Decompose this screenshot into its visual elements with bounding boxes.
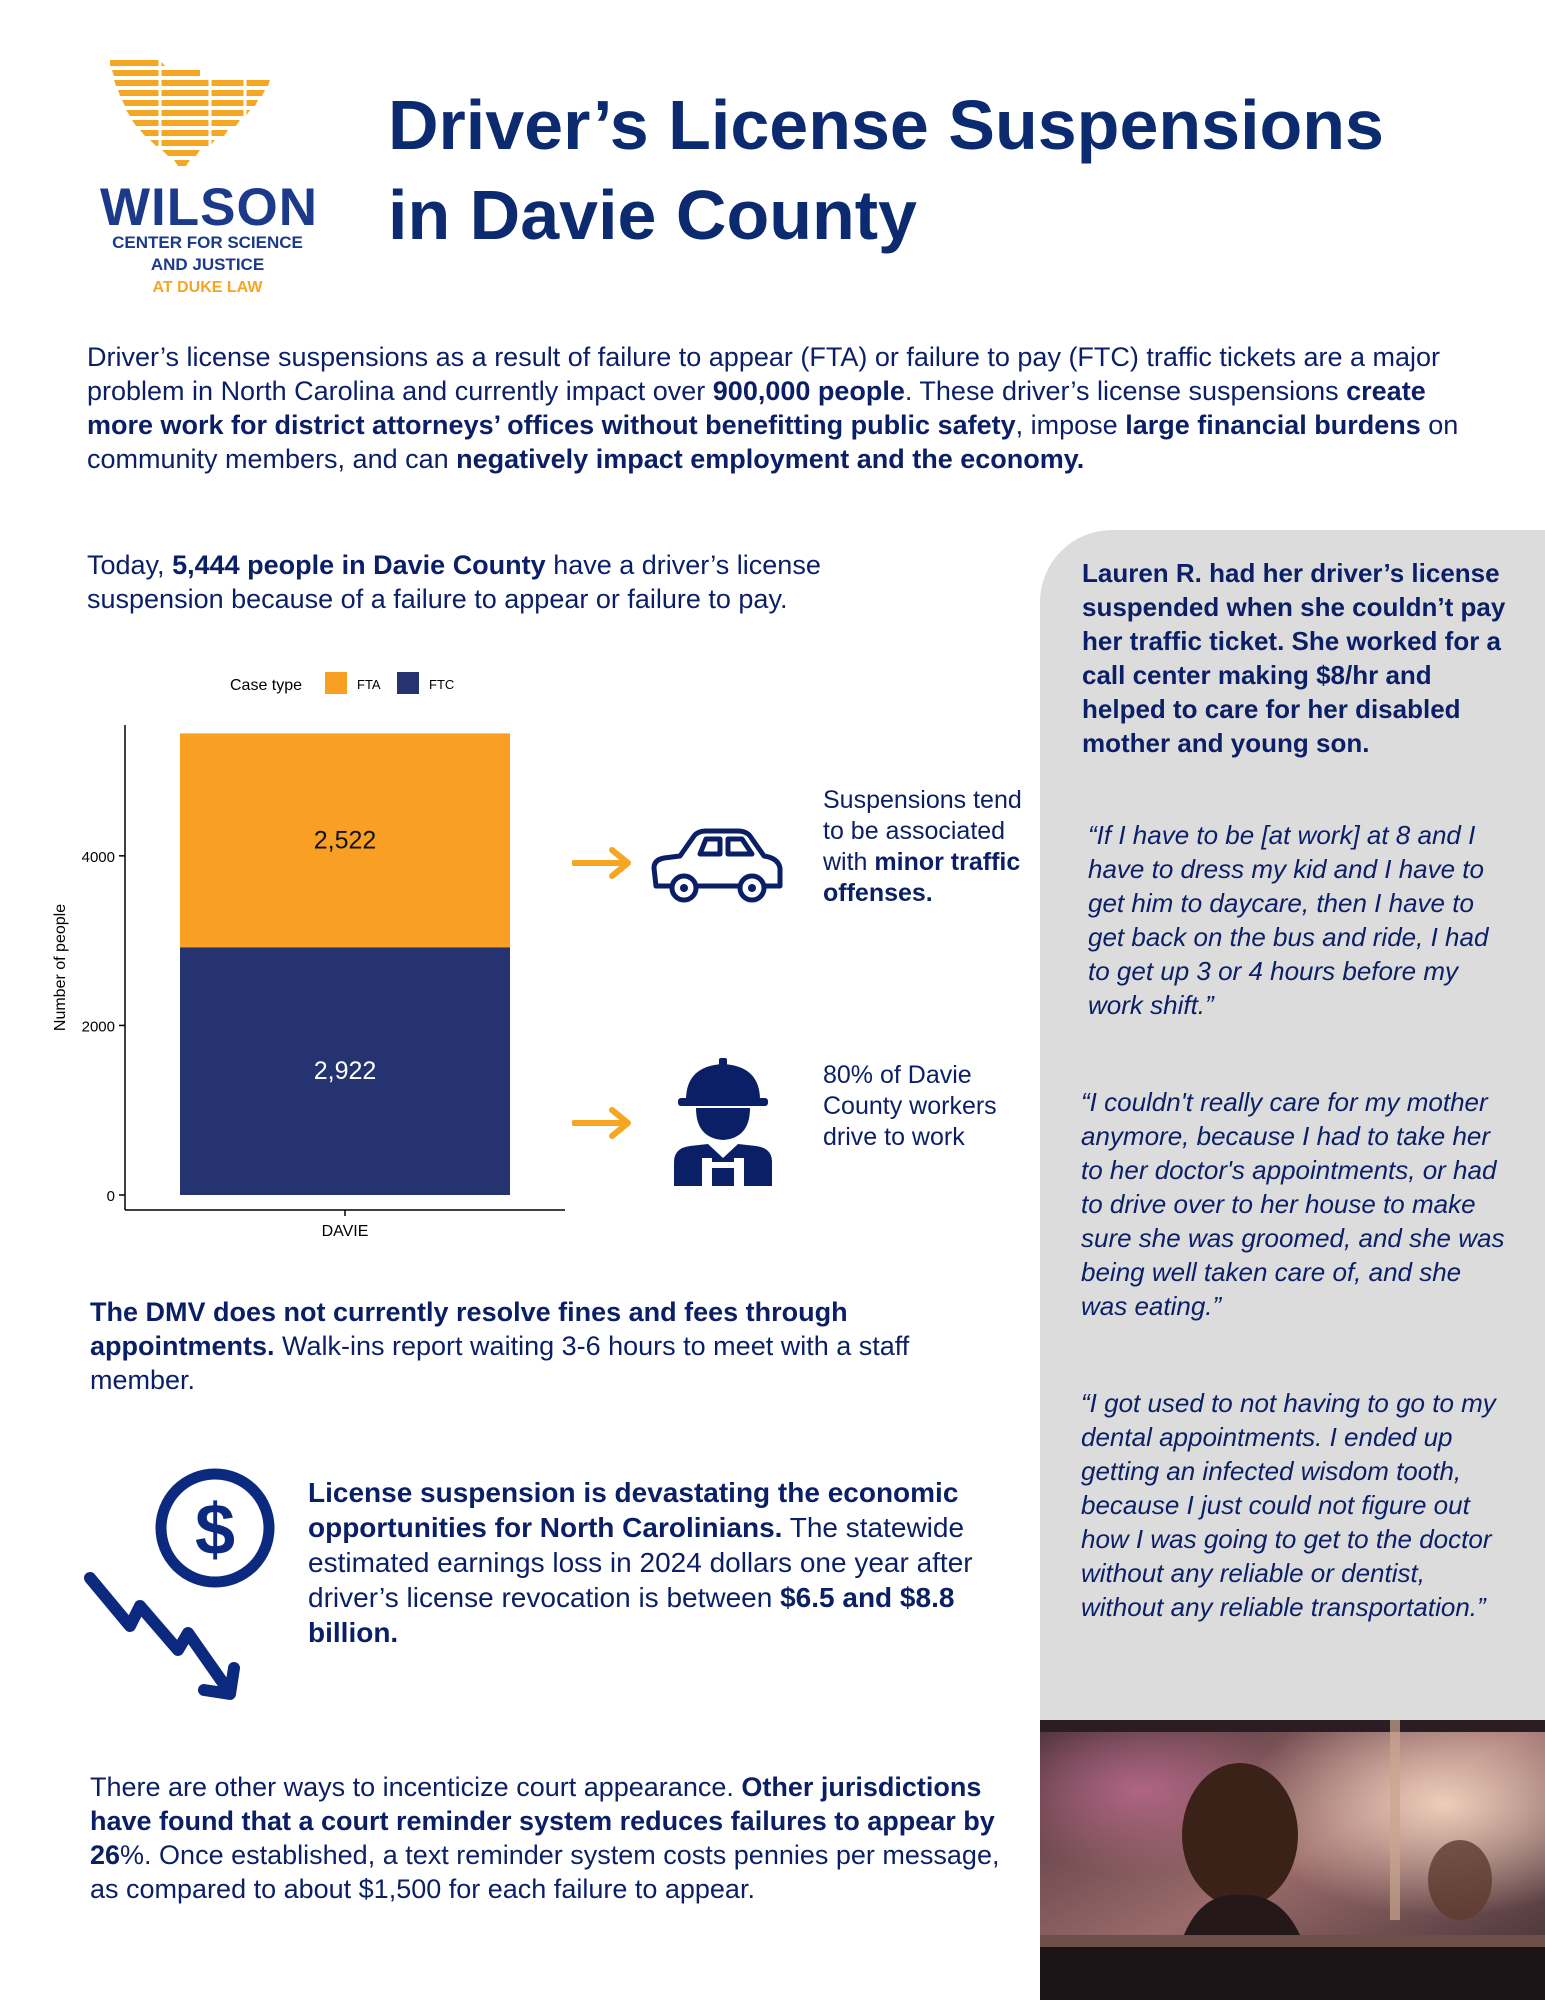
intro-text-1: Driver’s license suspensions as a result of failure to appear (FTA) or failure to pay (FTC) traffic tickets are a major problem in North Carolina and currently impact over bbox=[87, 342, 1441, 406]
legend-label-fta: FTA bbox=[357, 677, 381, 692]
car-text-1: Suspensions tend to be associated with bbox=[823, 786, 1022, 876]
chart-legend bbox=[230, 672, 454, 694]
intro-bold-4: negatively impact employment and the economy. bbox=[456, 444, 1085, 474]
story-intro: Lauren R. had her driver’s license suspended when she couldn’t pay her traffic ticket. She worked for a call center making $8/hr and helped to care for her disabled mother and young son. bbox=[1082, 558, 1506, 758]
car-icon bbox=[650, 826, 786, 906]
dollar-coin-icon bbox=[80, 1468, 290, 1708]
today-text-2: have a driver’s license suspension because of a failure to appear or failure to pay. bbox=[87, 550, 821, 614]
intro-bold-1: 900,000 people bbox=[712, 376, 905, 406]
chart-svg bbox=[40, 660, 600, 1260]
y-tick-label: 0 bbox=[106, 1188, 115, 1205]
y-axis-title: Number of people bbox=[52, 903, 69, 1032]
logo-name: WILSON bbox=[100, 178, 318, 237]
dmv-text-1: Walk-ins report waiting 3-6 hours to meet with a staff member. bbox=[90, 1331, 910, 1395]
intro-bold-3: large financial burdens bbox=[1125, 410, 1421, 440]
intro-bold-2: create more work for district attorneys’ offices without benefitting public safety bbox=[87, 376, 1426, 440]
downtrend-arrow-icon bbox=[90, 1578, 228, 1690]
logo-line-2: AND JUSTICE bbox=[150, 255, 265, 274]
remind-text-2: %. Once established, a text reminder system costs pennies per message, as compared to about $1,500 for each failure to appear. bbox=[90, 1840, 1000, 1904]
bus-rider-photo bbox=[1040, 1720, 1545, 2000]
arrow-right-icon bbox=[572, 1106, 634, 1140]
page-title bbox=[388, 80, 1468, 260]
dmv-bold-1: The DMV does not currently resolve fines and fees through appointments. bbox=[90, 1297, 848, 1361]
reminder-paragraph bbox=[90, 1770, 1030, 1906]
econ-text-1: The statewide estimated earnings loss in 2024 dollars one year after driver’s license revocation is between bbox=[308, 1512, 973, 1613]
y-tick-label: 4000 bbox=[81, 848, 115, 866]
legend-swatch-ftc bbox=[397, 672, 419, 694]
y-tick-label: 2000 bbox=[81, 1018, 115, 1036]
car-bold-1: minor traffic offenses. bbox=[823, 848, 1021, 907]
econ-bold-2: $6.5 and $8.8 billion. bbox=[308, 1582, 955, 1648]
title-line-2: in Davie County bbox=[388, 176, 917, 254]
legend-swatch-fta bbox=[325, 672, 347, 694]
intro-text-2: . These driver’s license suspensions bbox=[904, 376, 1347, 406]
quote-3: “I got used to not having to go to my dental appointments. I ended up getting an infected wisdom tooth, because I just could not figure out how I was going to get to the doctor without any reliable or dentist, without any reliable transportation.” bbox=[1081, 1388, 1496, 1622]
today-text-1: Today, bbox=[87, 550, 173, 580]
svg-text:$: $ bbox=[194, 1490, 236, 1570]
intro-text-3: , impose bbox=[1015, 410, 1126, 440]
bar-data-label-ftc: 2,922 bbox=[313, 1057, 377, 1086]
logo-line-3: AT DUKE LAW bbox=[152, 279, 263, 296]
legend-title: Case type bbox=[230, 677, 303, 694]
economic-paragraph bbox=[308, 1475, 988, 1650]
nc-map-stripes-icon bbox=[100, 55, 315, 180]
arrow-right-icon bbox=[572, 846, 634, 880]
remind-text-1: There are other ways to incenticize court appearance. bbox=[90, 1772, 742, 1802]
quote-1: “If I have to be [at work] at 8 and I have to dress my kid and I have to get him to daycare, then I have to get back on the bus and ride, I had to get up 3 or 4 hours before my work shift.” bbox=[1088, 820, 1489, 1020]
construction-worker-icon bbox=[668, 1058, 778, 1186]
quote-2: “I couldn't really care for my mother anymore, because I had to take her to her doctor's appointments, or had to drive over to her house to make sure she was groomed, and she was being well taken care of, and she was eating.” bbox=[1081, 1087, 1505, 1321]
bus-photo-illustration bbox=[1040, 1720, 1545, 2000]
bar-data-label-fta: 2,522 bbox=[313, 826, 377, 855]
car-callout-text bbox=[823, 785, 1033, 909]
today-paragraph bbox=[87, 548, 947, 616]
chart-bars bbox=[180, 733, 510, 1195]
legend-label-ftc: FTC bbox=[429, 677, 455, 692]
suspensions-bar-chart bbox=[40, 660, 600, 1260]
dmv-paragraph bbox=[90, 1295, 970, 1397]
intro-paragraph bbox=[87, 340, 1487, 476]
logo-line-1: CENTER FOR SCIENCE bbox=[112, 233, 303, 252]
title-line-1: Driver’s License Suspensions bbox=[388, 86, 1384, 164]
worker-callout-text: 80% of Davie County workers drive to work bbox=[823, 1061, 997, 1151]
intro-text-4: on community members, and can bbox=[87, 410, 1459, 474]
wilson-center-logo bbox=[100, 55, 318, 305]
today-bold-1: 5,444 people in Davie County bbox=[172, 550, 546, 580]
econ-bold-1: License suspension is devastating the economic opportunities for North Carolinians. bbox=[308, 1477, 959, 1543]
remind-bold-1: Other jurisdictions have found that a court reminder system reduces failures to appear by 26 bbox=[90, 1772, 995, 1870]
x-tick-label: DAVIE bbox=[321, 1223, 369, 1240]
